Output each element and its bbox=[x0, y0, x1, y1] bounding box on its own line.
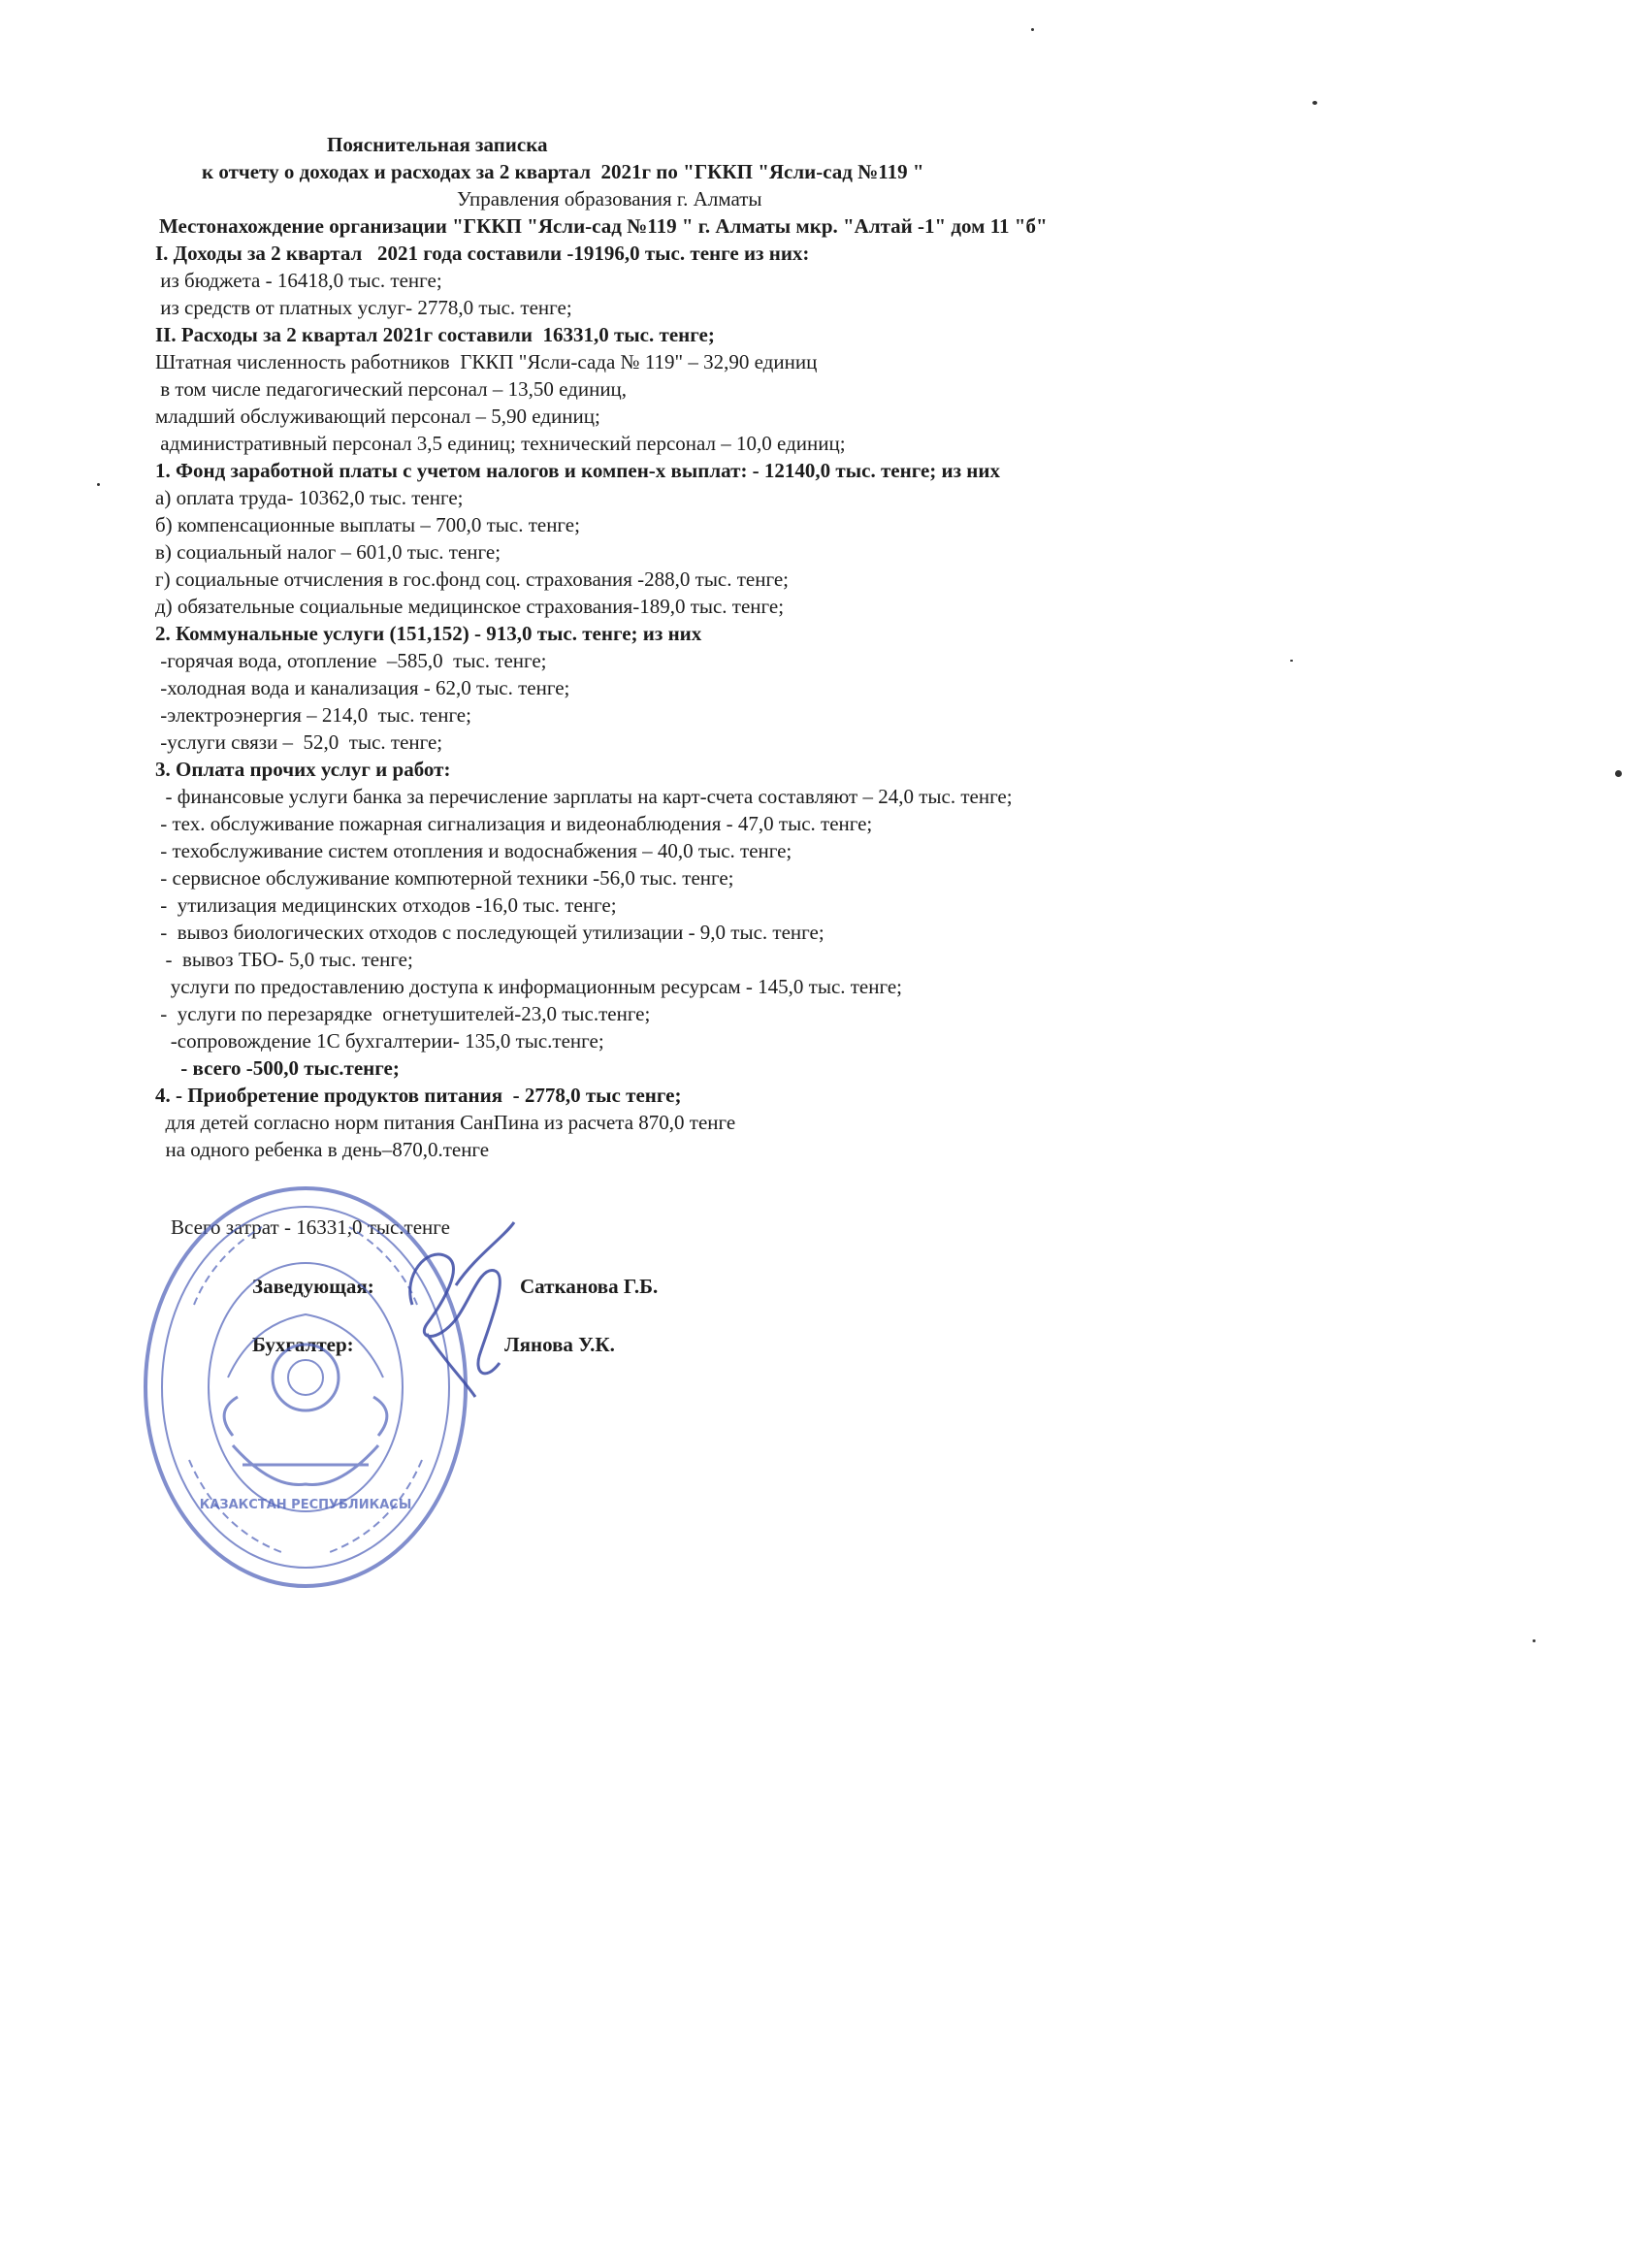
services-item: - финансовые услуги банка за перечисление зарплаты на карт-счета составляют – 24,0 тыс. тенге; bbox=[155, 785, 1013, 808]
services-total: - всего -500,0 тыс.тенге; bbox=[155, 1056, 400, 1080]
accountant-name: Лянова У.К. bbox=[504, 1333, 615, 1356]
services-item: - сервисное обслуживание компютерной техники -56,0 тыс. тенге; bbox=[155, 866, 734, 890]
staff-line: Штатная численность работников ГККП "Ясли-сада № 119" – 32,90 единиц bbox=[155, 350, 818, 373]
payroll-item: в) социальный налог – 601,0 тыс. тенге; bbox=[155, 540, 501, 564]
food-line: для детей согласно норм питания СанПина из расчета 870,0 тенге bbox=[155, 1111, 736, 1134]
services-item: -сопровождение 1С бухгалтерии- 135,0 тыс.тенге; bbox=[155, 1029, 604, 1053]
utilities-item: -электроэнергия – 214,0 тыс. тенге; bbox=[155, 703, 471, 727]
department-line: Управления образования г. Алматы bbox=[457, 187, 762, 211]
services-item: - вывоз биологических отходов с последующей утилизации - 9,0 тыс. тенге; bbox=[155, 921, 824, 944]
scan-speck bbox=[1312, 101, 1317, 105]
services-item: - техобслуживание систем отопления и водоснабжения – 40,0 тыс. тенге; bbox=[155, 839, 792, 862]
junior-staff-line: младший обслуживающий персонал – 5,90 единиц; bbox=[155, 405, 600, 428]
food-line: на одного ребенка в день–870,0.тенге bbox=[155, 1138, 490, 1161]
scan-speck bbox=[1031, 28, 1034, 31]
handwritten-signature bbox=[388, 1217, 534, 1402]
payroll-item: а) оплата труда- 10362,0 тыс. тенге; bbox=[155, 486, 464, 509]
payroll-heading: 1. Фонд заработной платы с учетом налогов и компен-х выплат: - 12140,0 тыс. тенге; из них bbox=[155, 459, 1001, 482]
services-item: - тех. обслуживание пожарная сигнализация и видеонаблюдения - 47,0 тыс. тенге; bbox=[155, 812, 873, 835]
scan-speck bbox=[97, 483, 100, 486]
expenses-heading: II. Расходы за 2 квартал 2021г составили 16331,0 тыс. тенге; bbox=[155, 323, 715, 346]
income-heading: I. Доходы за 2 квартал 2021 года составили -19196,0 тыс. тенге из них: bbox=[155, 242, 810, 265]
location-line: Местонахождение организации "ГККП "Ясли-сад №119 " г. Алматы мкр. "Алтай -1" дом 11 "б" bbox=[159, 214, 1048, 238]
head-name: Сатканова Г.Б. bbox=[520, 1275, 659, 1298]
utilities-heading: 2. Коммунальные услуги (151,152) - 913,0 тыс. тенге; из них bbox=[155, 622, 702, 645]
scan-speck bbox=[1533, 1639, 1536, 1642]
admin-staff-line: административный персонал 3,5 единиц; технический персонал – 10,0 единиц; bbox=[155, 432, 846, 455]
payroll-item: г) социальные отчисления в гос.фонд соц. страхования -288,0 тыс. тенге; bbox=[155, 567, 789, 591]
services-item: - вывоз ТБО- 5,0 тыс. тенге; bbox=[155, 948, 413, 971]
services-item: услуги по предоставлению доступа к информационным ресурсам - 145,0 тыс. тенге; bbox=[155, 975, 902, 998]
utilities-item: -горячая вода, отопление –585,0 тыс. тенге; bbox=[155, 649, 547, 672]
payroll-item: б) компенсационные выплаты – 700,0 тыс. тенге; bbox=[155, 513, 580, 536]
services-item: - утилизация медицинских отходов -16,0 тыс. тенге; bbox=[155, 893, 617, 917]
pedagogical-line: в том числе педагогический персонал – 13,50 единиц, bbox=[155, 377, 628, 401]
income-budget: из бюджета - 16418,0 тыс. тенге; bbox=[155, 269, 442, 292]
accountant-label: Бухгалтер: bbox=[252, 1333, 354, 1356]
scan-speck bbox=[1615, 770, 1622, 777]
income-paid: из средств от платных услуг- 2778,0 тыс. тенге; bbox=[155, 296, 572, 319]
document-title: Пояснительная записка bbox=[327, 133, 548, 156]
document-subtitle: к отчету о доходах и расходах за 2 квартал 2021г по "ГККП "Ясли-сад №119 " bbox=[202, 160, 924, 183]
total-costs: Всего затрат - 16331,0 тыс.тенге bbox=[171, 1215, 450, 1239]
food-heading: 4. - Приобретение продуктов питания - 2778,0 тыс тенге; bbox=[155, 1084, 682, 1107]
services-item: - услуги по перезарядке огнетушителей-23,0 тыс.тенге; bbox=[155, 1002, 651, 1025]
head-label: Заведующая: bbox=[252, 1275, 374, 1298]
utilities-item: -услуги связи – 52,0 тыс. тенге; bbox=[155, 730, 443, 754]
seal-text: КАЗАКСТАН РЕСПУБЛИКАСЫ bbox=[199, 1498, 412, 1512]
payroll-item: д) обязательные социальные медицинское страхования-189,0 тыс. тенге; bbox=[155, 595, 785, 618]
utilities-item: -холодная вода и канализация - 62,0 тыс. тенге; bbox=[155, 676, 570, 699]
services-heading: 3. Оплата прочих услуг и работ: bbox=[155, 758, 451, 781]
scan-speck bbox=[1290, 660, 1293, 662]
